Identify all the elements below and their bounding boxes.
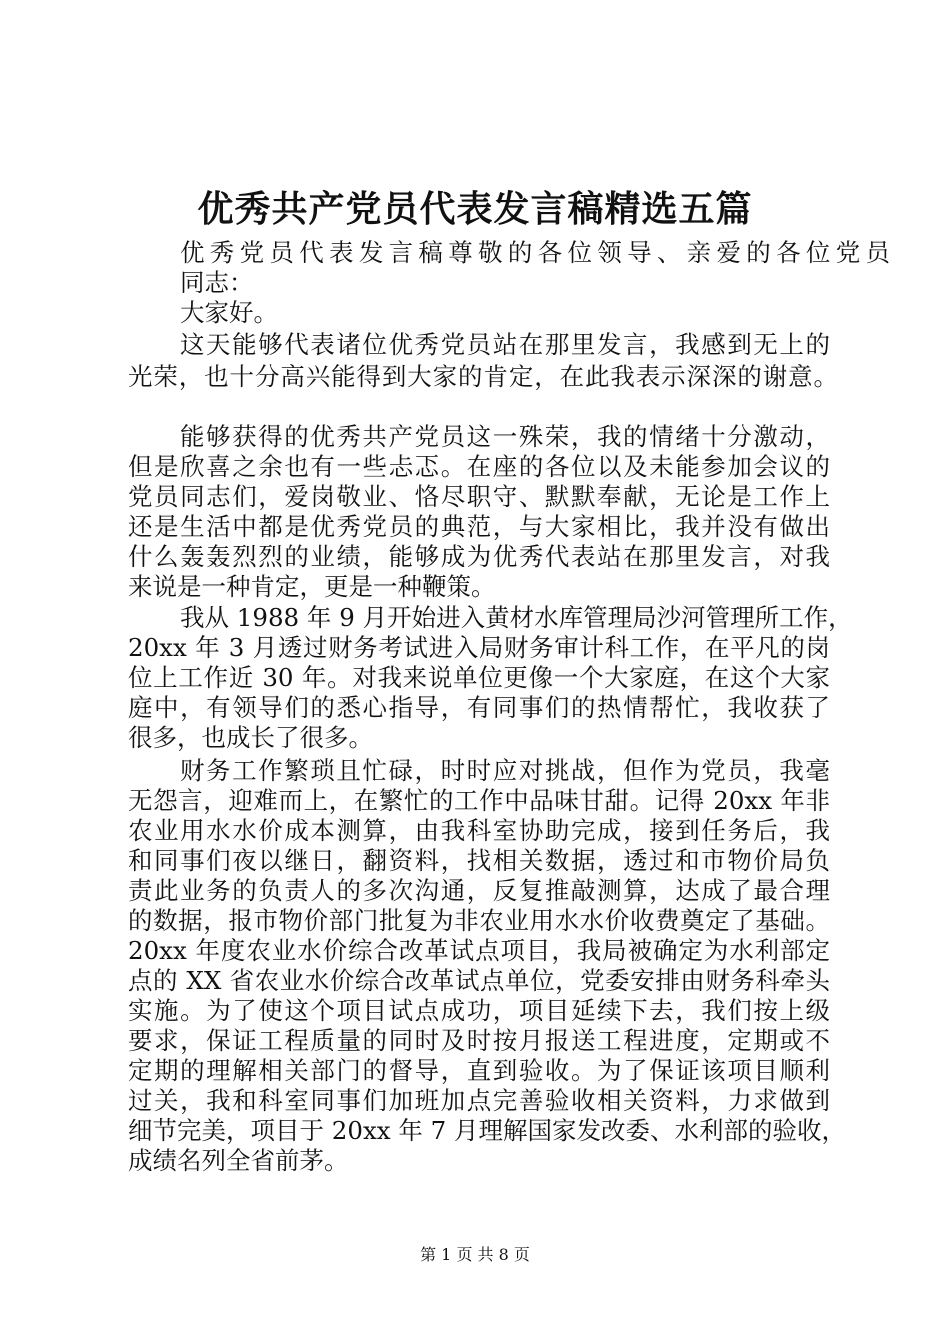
body-line: 什么轰轰烈烈的业绩，能够成为优秀代表站在那里发言，对我 — [128, 542, 830, 571]
body-line: 大家好。 — [180, 298, 278, 327]
body-line: 的数据，报市物价部门批复为非农业用水水价收费奠定了基础。 — [128, 906, 830, 935]
body-line: 但是欣喜之余也有一些忐忑。在座的各位以及未能参加会议的 — [128, 452, 830, 481]
body-line: 庭中，有领导们的悉心指导，有同事们的热情帮忙，我收获了 — [128, 693, 830, 722]
body-line: 很多，也成长了很多。 — [128, 723, 373, 752]
body-line: 成绩名列全省前茅。 — [128, 1146, 349, 1175]
body-line: 和同事们夜以继日，翻资料，找相关数据，透过和市物价局负 — [128, 846, 830, 875]
body-line: 定期的理解相关部门的督导，直到验收。为了保证该项目顺利 — [128, 1056, 830, 1085]
body-line: 光荣，也十分高兴能得到大家的肯定，在此我表示深深的谢意。 — [128, 362, 838, 391]
body-line: 还是生活中都是优秀党员的典范，与大家相比，我并没有做出 — [128, 512, 830, 541]
body-line: 无怨言，迎难而上，在繁忙的工作中品味甘甜。记得 20xx 年非 — [128, 786, 830, 815]
body-line: 我从 1988 年 9 月开始进入黄材水库管理局沙河管理所工作， — [180, 603, 853, 632]
body-line: 实施。为了使这个项目试点成功，项目延续下去，我们按上级 — [128, 996, 830, 1025]
body-line: 位上工作近 30 年。对我来说单位更像一个大家庭，在这个大家 — [128, 663, 830, 692]
document-title: 优秀共产党员代表发言稿精选五篇 — [197, 188, 753, 230]
body-line: 同志： — [180, 268, 254, 297]
body-line: 财务工作繁琐且忙碌，时时应对挑战，但作为党员，我毫 — [180, 756, 830, 785]
body-line: 这天能够代表诸位优秀党员站在那里发言，我感到无上的 — [180, 330, 830, 359]
body-line: 农业用水水价成本测算，由我科室协助完成，接到任务后，我 — [128, 816, 830, 845]
body-line: 20xx 年度农业水价综合改革试点项目，我局被确定为水利部定 — [128, 936, 830, 965]
body-line: 细节完美，项目于 20xx 年 7 月理解国家发改委、水利部的验收， — [128, 1116, 847, 1145]
body-line: 20xx 年 3 月透过财务考试进入局财务审计科工作，在平凡的岗 — [128, 633, 830, 662]
body-line: 点的 XX 省农业水价综合改革试点单位，党委安排由财务科牵头 — [128, 966, 830, 995]
body-line: 优秀党员代表发言稿尊敬的各位领导、亲爱的各位党员 — [180, 238, 890, 267]
page-number-footer: 第 1 页 共 8 页 — [420, 1245, 530, 1264]
body-line: 来说是一种肯定，更是一种鞭策。 — [128, 572, 496, 601]
body-line: 能够获得的优秀共产党员这一殊荣，我的情绪十分激动， — [180, 422, 830, 451]
body-line: 要求，保证工程质量的同时及时按月报送工程进度，定期或不 — [128, 1026, 830, 1055]
body-line: 过关，我和科室同事们加班加点完善验收相关资料，力求做到 — [128, 1086, 830, 1115]
body-line: 责此业务的负责人的多次沟通，反复推敲测算，达成了最合理 — [128, 876, 830, 905]
body-line: 党员同志们，爱岗敬业、恪尽职守、默默奉献，无论是工作上 — [128, 482, 830, 511]
